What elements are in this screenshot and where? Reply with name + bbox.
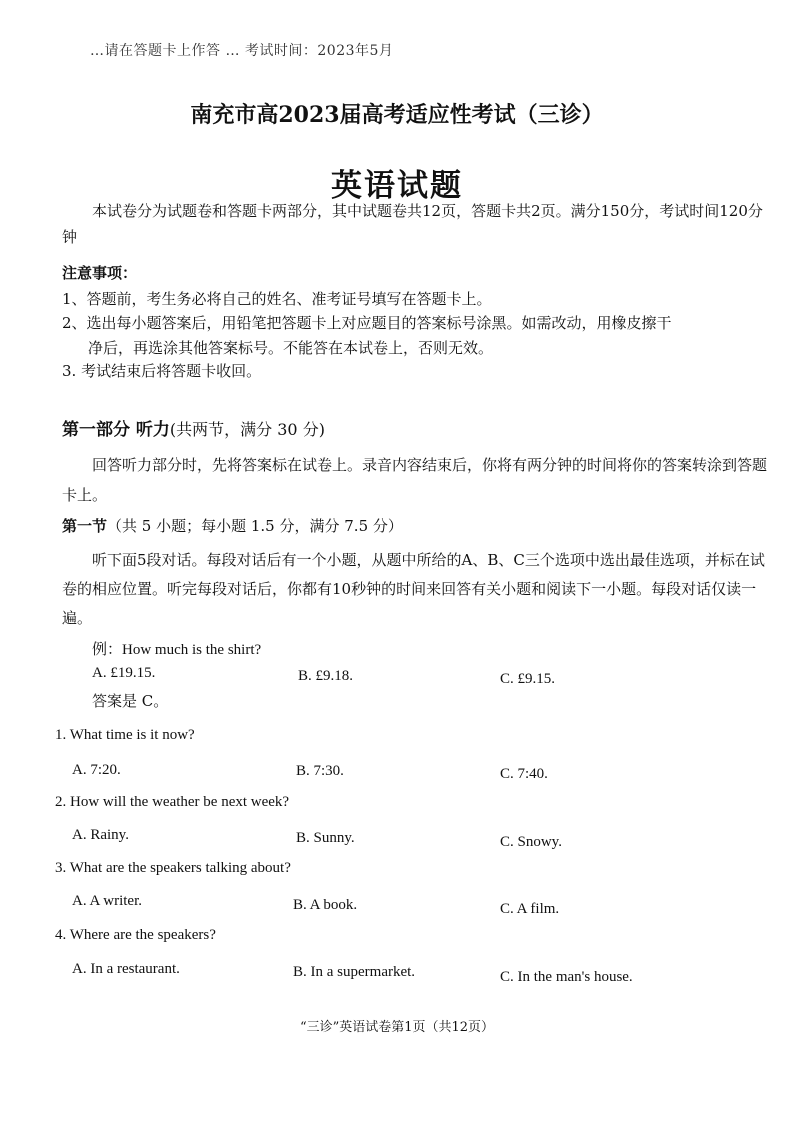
question-3-option-c: C. A film. (500, 901, 560, 917)
question-4-option-b: B. In a supermarket. (293, 964, 416, 980)
question-4-option-a: A. In a restaurant. (72, 961, 180, 977)
example-answer: 答案是 C。 (92, 692, 169, 710)
question-3: 3. What are the speakers talking about? (55, 860, 291, 876)
section1-heading (62, 515, 403, 536)
note-item-2: 2、选出每小题答案后，用铅笔把答题卡上对应题目的答案标号涂黑。如需改动，用橡皮擦干 (62, 314, 672, 332)
part1-heading (62, 415, 325, 440)
page-footer: “三诊”英语试卷第1页（共12页） (299, 1020, 495, 1035)
part1-heading-points: (共两节，满分 30 分) (169, 420, 325, 439)
question-1-option-a: A. 7:20. (72, 762, 121, 778)
part1-instruction: 回答听力部分时，先将答案标在试卷上。录音内容结束后，你将有两分钟的时间将你的答案转涂到答题卡上。 (62, 456, 768, 504)
question-2-option-a: A. Rainy. (72, 827, 129, 843)
question-2-option-b: B. Sunny. (296, 830, 355, 846)
question-1: 1. What time is it now? (55, 727, 195, 743)
question-2: 2. How will the weather be next week? (55, 794, 290, 810)
question-1-option-c: C. 7:40. (500, 766, 548, 782)
note-item-1: 1、答题前，考生务必将自己的姓名、准考证号填写在答题卡上。 (62, 290, 492, 308)
part1-heading-main: 第一部分 听力 (62, 420, 170, 440)
question-4: 4. Where are the speakers? (55, 927, 216, 943)
question-2-option-c: C. Snowy. (500, 834, 562, 850)
section1-instruction: 听下面5段对话。每段对话后有一个小题，从题中所给的A、B、C三个选项中选出最佳选项，并标在试卷的相应位置。听完每段对话后，你都有10秒钟的时间来回答有关小题和阅读下一小题。每段对话仅读一遍。 (62, 551, 765, 627)
question-3-option-a: A. A writer. (72, 893, 142, 909)
section1-heading-points: （共 5 小题；每小题 1.5 分，满分 7.5 分） (107, 517, 403, 535)
example-option-c: C. £9.15. (500, 671, 556, 687)
notes-heading: 注意事项： (62, 264, 138, 282)
section1-heading-main: 第一节 (62, 517, 108, 535)
top-note: …请在答题卡上作答 … 考试时间：2023年5月 (90, 43, 394, 59)
exam-subtitle: 英语试题 (331, 168, 463, 204)
example-question: 例：How much is the shirt? (92, 642, 262, 658)
question-3-option-b: B. A book. (293, 897, 358, 913)
intro-paragraph: 本试卷分为试题卷和答题卡两部分，其中试题卷共12页，答题卡共2页。满分150分，考试时间120分钟 (62, 202, 763, 246)
note-item-3: 3. 考试结束后将答题卡收回。 (62, 362, 262, 380)
example-option-a: A. £19.15. (92, 665, 156, 681)
exam-title: 南充市高2023届高考适应性考试（三诊） (190, 102, 604, 128)
question-4-option-c: C. In the man's house. (500, 969, 633, 985)
question-1-option-b: B. 7:30. (296, 763, 344, 779)
note-item-2-cont: 净后，再选涂其他答案标号。不能答在本试卷上，否则无效。 (88, 339, 494, 357)
example-option-b: B. £9.18. (298, 668, 354, 684)
